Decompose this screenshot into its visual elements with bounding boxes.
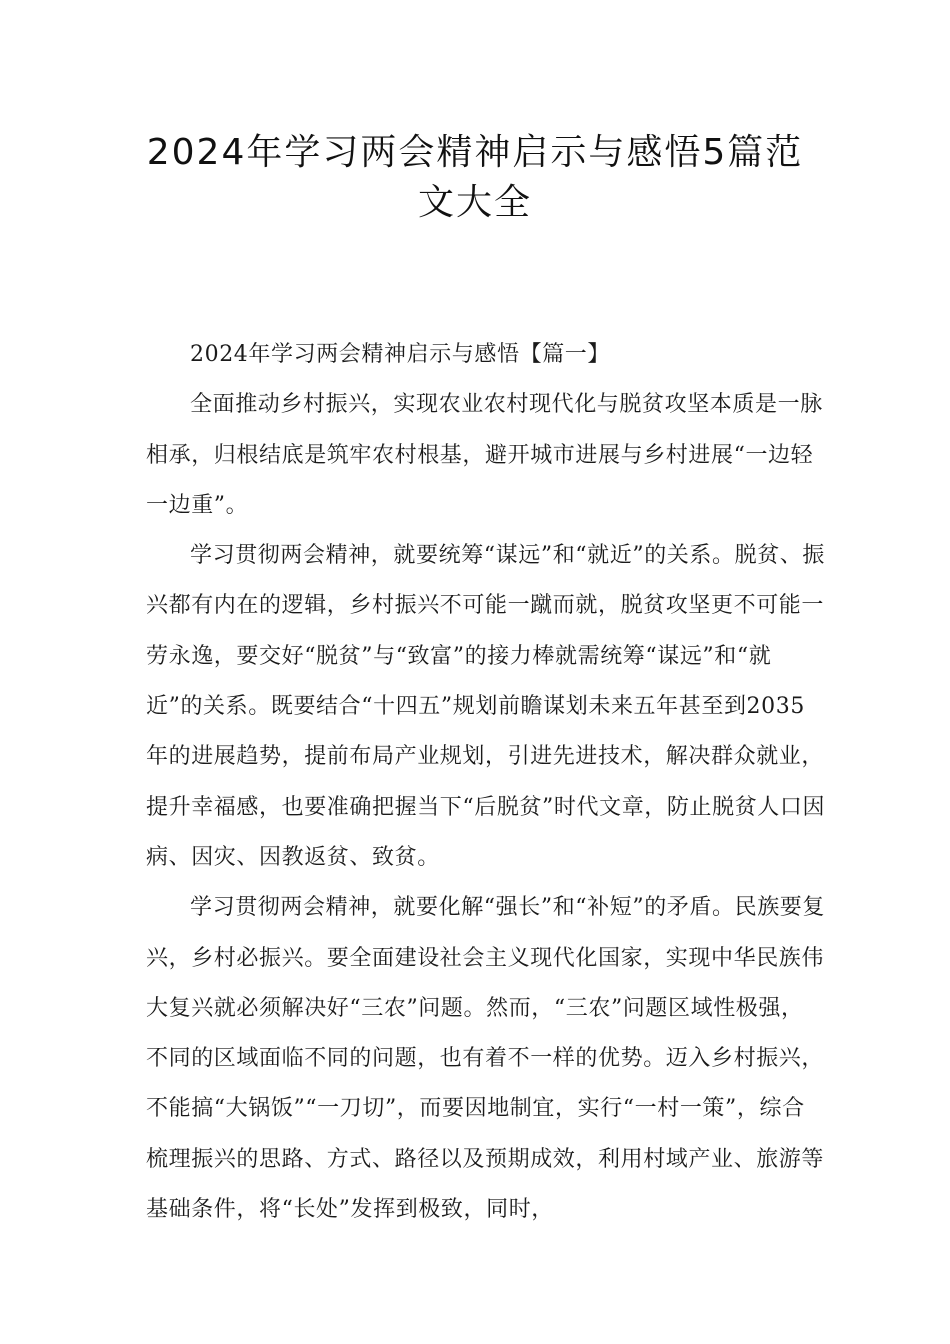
paragraph-1: 全面推动乡村振兴，实现农业农村现代化与脱贫攻坚本质是一脉相承，归根结底是筑牢农村根基，避开城市进展与乡村进展“一边轻一边重”。 xyxy=(146,392,823,518)
section-heading: 2024年学习两会精神启示与感悟【篇一】 xyxy=(190,342,610,367)
document-title xyxy=(120,128,830,228)
document-body xyxy=(146,330,826,1235)
paragraph-2: 学习贯彻两会精神，就要统筹“谋远”和“就近”的关系。脱贫、振兴都有内在的逻辑，乡村振兴不可能一蹴而就，脱贫攻坚更不可能一劳永逸，要交好“脱贫”与“致富”的接力棒就需统筹“谋远”和“就近”的关系。既要结合“十四五”规划前瞻谋划未来五年甚至到2035年的进展趋势，提前布局产业规划，引进先进技术，解决群众就业，提升幸福感，也要准确把握当下“后脱贫”时代文章，防止脱贫人口因病、因灾、因教返贫、致贫。 xyxy=(146,543,826,870)
title-line-2: 文大全 xyxy=(417,182,532,223)
paragraph-3: 学习贯彻两会精神，就要化解“强长”和“补短”的矛盾。民族要复兴，乡村必振兴。要全面建设社会主义现代化国家，实现中华民族伟大复兴就必须解决好“三农”问题。然而，“三农”问题区域性极强，不同的区域面临不同的问题，也有着不一样的优势。迈入乡村振兴，不能搞“大锅饭”“一刀切”，而要因地制宜，实行“一村一策”，综合梳理振兴的思路、方式、路径以及预期成效，利用村域产业、旅游等基础条件，将“长处”发挥到极致，同时， xyxy=(146,895,825,1223)
title-line-1: 2024年学习两会精神启示与感悟5篇范 xyxy=(146,132,804,173)
